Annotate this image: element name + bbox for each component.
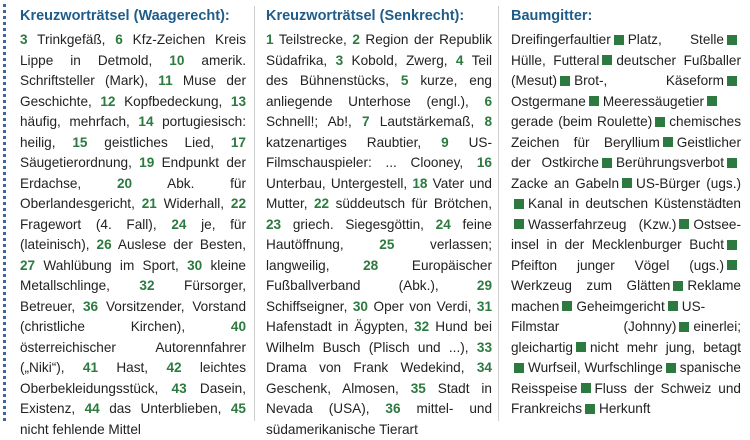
grid-clue: Berührungsverbot: [615, 155, 724, 170]
clue-number: 29: [476, 278, 493, 293]
clue-text: Wahlübung im Sport,: [43, 257, 179, 273]
separator-square-icon: [602, 55, 612, 65]
clue-number: 13: [230, 93, 247, 109]
items-baumgitter: [511, 30, 741, 420]
separator-square-icon: [679, 322, 689, 332]
clue-text: Kobold, Zwerg,: [351, 52, 448, 68]
grid-clue: US-Filmstar (Johnny): [511, 298, 706, 334]
grid-clue: Meeressäugetier: [602, 93, 705, 109]
clue-text: Geschenk, Almosen,: [266, 380, 399, 396]
grid-clue: Dreifingerfaultier: [511, 32, 611, 47]
clue-text: häufig, mehrfach,: [20, 114, 130, 129]
heading-waagerecht: Kreuzworträtsel (Waagerecht):: [20, 8, 230, 24]
grid-clue: chemisches Zeichen für Beryllium: [511, 114, 741, 150]
grid-clue: US-Bürger (ugs.): [636, 175, 741, 191]
separator-square-icon: [655, 117, 665, 127]
clue-number: 22: [230, 196, 247, 211]
column-baumgitter: [511, 0, 741, 421]
clue-text: katzenartiges Raubtier,: [266, 134, 422, 150]
clue-number: 34: [476, 360, 492, 375]
clue-number: 32: [414, 319, 430, 334]
grid-clue: Ostgermane: [511, 93, 586, 109]
grid-clue: gerade (beim Roulette): [511, 114, 653, 129]
clue-number: 35: [410, 380, 426, 396]
clue-number: 2: [352, 32, 360, 47]
heading-senkrecht: Kreuzworträtsel (Senkrecht):: [266, 8, 465, 24]
clue-number: 16: [476, 155, 492, 170]
clue-text: süddeutsch für Brötchen,: [335, 196, 492, 211]
clue-text: kurze, eng anliegende Unterhose (engl.),: [266, 73, 492, 109]
clue-text: nicht fehlende Mittel: [20, 421, 141, 437]
clue-item: [142, 196, 224, 211]
clue-number: 23: [266, 216, 282, 232]
grid-clue: Wasserfahrzeug (Kzw.): [528, 216, 677, 232]
separator-square-icon: [622, 178, 632, 188]
separator-square-icon: [560, 76, 570, 86]
grid-clue: Geistlicher der Ostkirche: [511, 134, 741, 170]
clue-text: Region der Republik Südafrika,: [266, 32, 492, 68]
clue-number: 26: [96, 237, 112, 252]
clue-text: Abk. für Oberlandesgericht,: [20, 175, 246, 211]
clue-number: 22: [314, 196, 330, 211]
clue-item: [72, 135, 214, 150]
clue-text: Fragewort (4. Fall),: [20, 216, 157, 232]
clue-number: 36: [385, 401, 401, 416]
clue-number: 43: [171, 380, 187, 396]
clue-text: Europäischer Fußballverband (Abk.),: [266, 257, 492, 293]
clue-text: Endpunkt der Erdachse,: [20, 155, 247, 191]
clue-number: 24: [435, 216, 451, 232]
clue-item: [20, 258, 179, 273]
clue-number: 3: [335, 52, 344, 68]
clue-text: das Unterblieben,: [109, 401, 222, 416]
clue-number: 30: [187, 257, 203, 273]
clue-text: Trinkgefäß,: [37, 32, 106, 47]
clue-text: portugiesisch: heilig,: [20, 114, 246, 150]
clue-text: Teilstrecke,: [278, 32, 347, 47]
clue-number: 21: [141, 196, 157, 211]
grid-clue: nicht mehr jung, betagt: [589, 339, 741, 355]
clue-number: 27: [20, 257, 36, 273]
column-divider: [254, 6, 255, 421]
separator-square-icon: [727, 240, 737, 250]
clues-waagerecht: [20, 30, 246, 440]
clue-number: 44: [84, 401, 100, 416]
separator-square-icon: [589, 96, 599, 106]
clue-item: [83, 360, 148, 375]
grid-clue: Geheimgericht: [576, 298, 665, 314]
clue-text: Schiffseigner,: [266, 298, 348, 314]
clue-number: 8: [484, 114, 493, 129]
clue-text: griech. Siegesgöttin,: [292, 216, 424, 232]
separator-square-icon: [663, 137, 673, 147]
dotted-border: [3, 4, 6, 421]
separator-square-icon: [727, 260, 737, 270]
clue-number: 6: [115, 32, 123, 47]
grid-clue: Ostseeinsel in der Mecklenburger Bucht: [511, 216, 741, 252]
clue-number: 40: [230, 319, 247, 334]
grid-clue: Herkunft: [599, 401, 651, 416]
clue-number: 30: [352, 298, 368, 314]
separator-square-icon: [673, 281, 683, 291]
clue-number: 10: [169, 52, 185, 68]
clue-text: Teil des Bühnenstücks,: [266, 52, 493, 88]
clues-senkrecht: [266, 30, 492, 440]
clue-number: 36: [83, 298, 99, 314]
separator-square-icon: [581, 383, 591, 393]
clue-item: [266, 217, 424, 232]
grid-clue: Wurfseil, Wurfschlinge: [528, 360, 663, 375]
clue-item: [85, 401, 222, 416]
clue-text: Säugetierordnung,: [20, 155, 132, 170]
clue-number: 9: [441, 134, 449, 150]
grid-clue: Fluss der Schweiz und Frankreichs: [511, 380, 741, 416]
clue-text: Hast,: [116, 360, 149, 375]
clue-number: 1: [266, 32, 274, 47]
clue-number: 24: [171, 216, 187, 232]
clue-text: Vorsitzender, Vorstand (christliche Kirchen),: [20, 298, 247, 334]
column-divider: [498, 6, 499, 421]
clue-number: 4: [455, 52, 464, 68]
grid-clue: spanische Reisspeise: [511, 360, 741, 396]
clue-text: Fürsorger, Betreuer,: [20, 278, 246, 314]
grid-clue: deutscher Fußballer (Mesut): [511, 52, 741, 88]
grid-clue: Brot-, Käseform: [574, 73, 724, 88]
clue-text: je, für (lateinisch),: [20, 216, 247, 252]
clue-number: 31: [476, 298, 493, 314]
clue-text: mittel- und südamerikanische Tierart: [266, 401, 493, 437]
grid-clue: Hülle, Futteral: [511, 52, 600, 68]
separator-square-icon: [514, 199, 524, 209]
clue-number: 17: [230, 134, 246, 150]
clue-text: Dasein, Existenz,: [20, 380, 246, 416]
clue-text: österreichischer Autorennfahrer („Niki“),: [20, 339, 246, 375]
clue-item: [314, 196, 492, 211]
clue-text: Kopfbedeckung,: [124, 93, 223, 109]
clue-text: US-Filmschauspieler: ... Clooney,: [266, 134, 493, 170]
grid-clue: Werkzeug zum Glätten: [511, 278, 671, 293]
clue-number: 41: [82, 360, 99, 375]
clue-number: 15: [72, 134, 88, 150]
clue-text: Stadt in Nevada (USA),: [266, 380, 492, 416]
separator-square-icon: [707, 96, 717, 106]
separator-square-icon: [514, 363, 524, 373]
clue-number: 3: [20, 32, 28, 47]
clue-text: Drama von Frank Wedekind,: [266, 360, 465, 375]
separator-square-icon: [602, 158, 612, 168]
clue-number: 11: [158, 73, 173, 88]
clue-text: Hund bei Wilhelm Busch (Plisch und ...),: [266, 319, 492, 355]
heading-baumgitter: Baumgitter:: [511, 8, 593, 24]
clue-number: 7: [362, 114, 370, 129]
clue-number: 5: [400, 73, 409, 88]
clue-text: geistliches Lied,: [104, 134, 215, 150]
separator-square-icon: [666, 363, 676, 373]
clue-number: 45: [230, 401, 246, 416]
clue-text: Lautstärkemaß,: [379, 114, 475, 129]
clue-item: [336, 53, 448, 68]
clue-text: Unterbau, Untergestell,: [266, 175, 408, 191]
clue-number: 33: [476, 339, 493, 355]
grid-clue: Pfeifton junger Vögel (ugs.): [511, 257, 724, 273]
separator-square-icon: [727, 76, 737, 86]
clue-number: 12: [100, 93, 116, 109]
clue-item: [362, 114, 474, 129]
clue-text: Hafenstadt in Ägypten,: [266, 319, 409, 334]
clue-number: 19: [139, 155, 155, 170]
separator-square-icon: [562, 301, 572, 311]
clue-text: Oper von Verdi,: [373, 298, 472, 314]
separator-square-icon: [576, 342, 586, 352]
clue-number: 6: [484, 93, 493, 109]
clue-text: Auslese der Besten,: [117, 237, 246, 252]
clue-text: kleine Metallschlinge,: [20, 257, 246, 293]
clue-number: 20: [117, 175, 133, 191]
grid-clue: Kanal in deutschen Küstenstädten: [528, 196, 741, 211]
clue-item: [266, 32, 347, 47]
clue-text: verlassen; langweilig,: [266, 237, 493, 273]
clue-item: [97, 237, 246, 252]
clue-text: feine Hautöffnung,: [266, 216, 492, 252]
clue-text: amerik. Schriftsteller (Mark),: [20, 52, 246, 88]
clue-item: [20, 32, 105, 47]
separator-square-icon: [514, 219, 524, 229]
column-waagerecht: [20, 0, 247, 437]
clue-number: 14: [138, 114, 154, 129]
separator-square-icon: [614, 35, 624, 45]
clue-number: 28: [363, 257, 379, 273]
grid-clue: Reklame machen: [511, 278, 741, 314]
clue-item: [100, 94, 222, 109]
clue-item: [353, 299, 472, 314]
grid-clue: Platz, Stelle: [627, 32, 724, 47]
clue-text: Kfz-Zeichen Kreis Lippe in Detmold,: [20, 32, 246, 68]
clue-text: Widerhall,: [163, 196, 225, 211]
clue-text: leichtes Oberbekleidungsstück,: [20, 360, 246, 396]
clue-number: 32: [139, 278, 155, 293]
clue-number: 25: [379, 237, 395, 252]
grid-clue: einerlei; gleichartig: [511, 319, 741, 355]
separator-square-icon: [727, 35, 737, 45]
clue-text: Schnell!; Ab!,: [266, 114, 352, 129]
separator-square-icon: [585, 404, 595, 414]
grid-clue: Zacke an Gabeln: [511, 175, 620, 191]
separator-square-icon: [668, 301, 678, 311]
clue-number: 42: [166, 360, 182, 375]
separator-square-icon: [679, 219, 689, 229]
column-senkrecht: [266, 0, 493, 437]
clue-text: Muse der Geschichte,: [20, 73, 247, 109]
clue-text: Vater und Mutter,: [266, 175, 492, 211]
separator-square-icon: [727, 158, 737, 168]
clue-number: 18: [412, 175, 428, 191]
